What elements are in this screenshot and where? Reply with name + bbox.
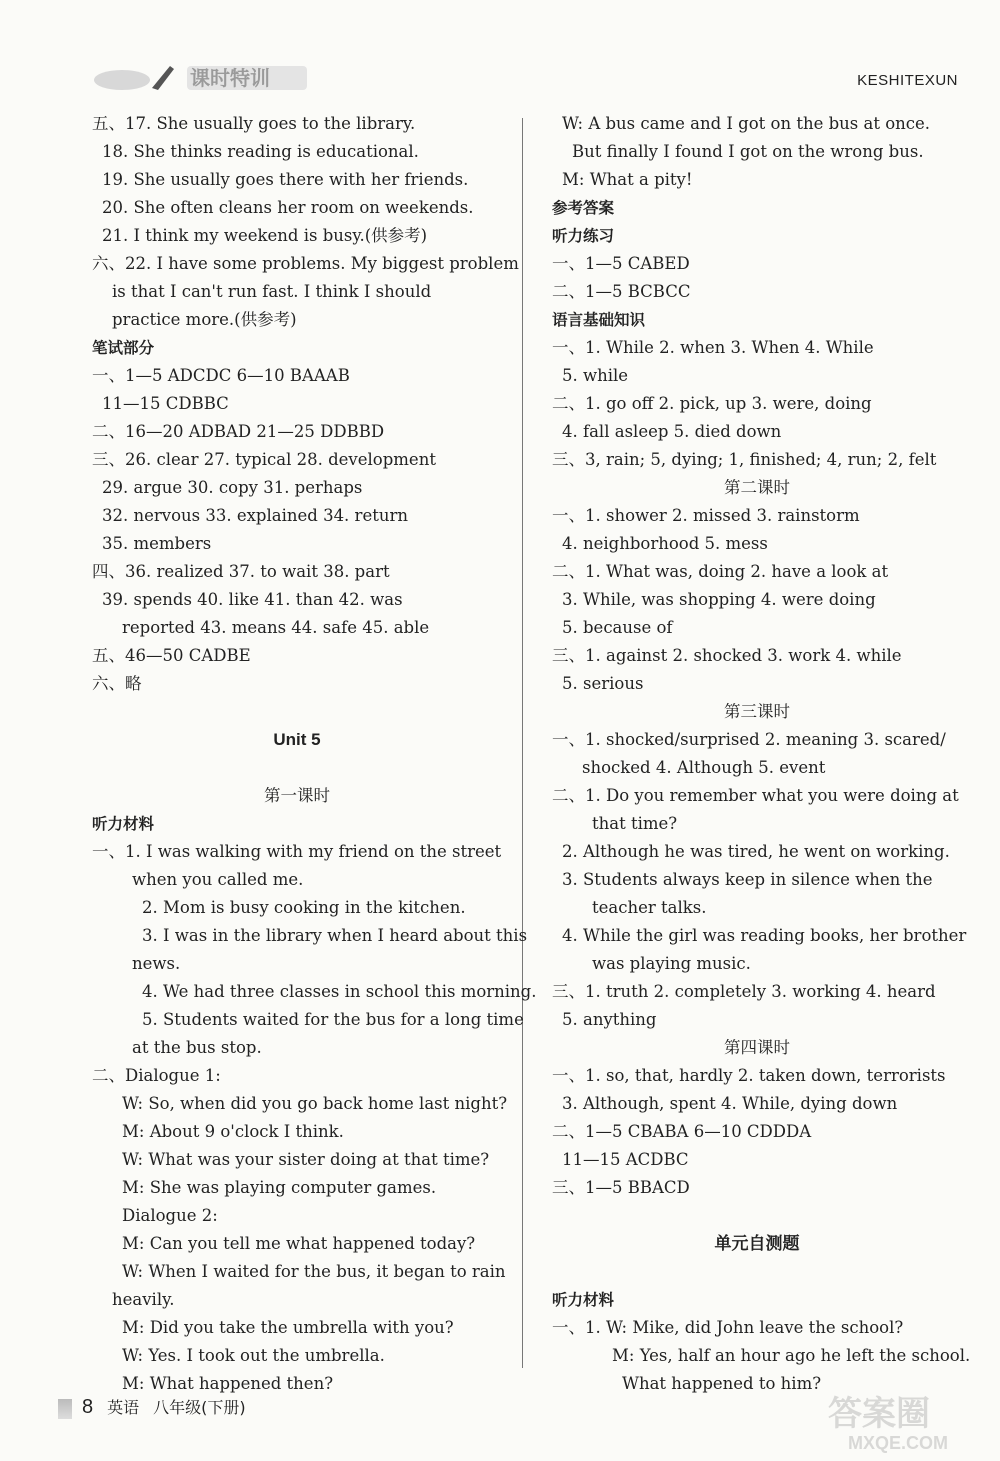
text-line: What happened to him? <box>622 1374 822 1393</box>
column-divider <box>522 118 523 1368</box>
text-line: 一、1. so, that, hardly 2. taken down, terrorists <box>552 1066 946 1085</box>
text-line: 5. while <box>562 366 629 385</box>
svg-text:MXQE.COM: MXQE.COM <box>848 1433 949 1453</box>
text-line: 一、1—5 ADCDC 6—10 BAAAB <box>92 366 350 385</box>
text-line: But finally I found I got on the wrong bus. <box>572 142 924 161</box>
watermark-logo <box>818 1385 978 1455</box>
subheading: 第一课时 <box>264 786 330 805</box>
text-line: 一、1. shocked/surprised 2. meaning 3. scared/ <box>552 730 946 749</box>
text-line: 四、36. realized 37. to wait 38. part <box>92 562 390 581</box>
brand-name: KESHITEXUN <box>857 72 958 89</box>
text-line: news. <box>132 954 181 973</box>
text-line: 二、1. What was, doing 2. have a look at <box>552 562 889 581</box>
text-line: shocked 4. Although 5. event <box>582 758 826 777</box>
text-line: 19. She usually goes there with her friends. <box>102 170 469 189</box>
text-line: 二、1—5 CBABA 6—10 CDDDA <box>552 1122 812 1141</box>
text-line: 二、16—20 ADBAD 21—25 DDBBD <box>92 422 385 441</box>
section-heading: 语言基础知识 <box>552 311 646 329</box>
subheading: Unit 5 <box>273 730 321 749</box>
text-line: 二、Dialogue 1: <box>92 1066 221 1085</box>
text-line: M: About 9 o'clock I think. <box>122 1122 344 1141</box>
text-line: M: Did you take the umbrella with you? <box>122 1318 454 1337</box>
text-line: reported 43. means 44. safe 45. able <box>122 618 430 637</box>
text-line: at the bus stop. <box>132 1038 262 1057</box>
text-line: 3. While, was shopping 4. were doing <box>562 590 876 609</box>
text-line: when you called me. <box>132 870 304 889</box>
text-line: practice more.(供参考) <box>112 310 297 329</box>
text-line: 一、1. While 2. when 3. When 4. While <box>552 338 874 357</box>
text-line: 2. Mom is busy cooking in the kitchen. <box>142 898 466 917</box>
text-line: W: A bus came and I got on the bus at once. <box>562 114 931 133</box>
text-line: 20. She often cleans her room on weekends. <box>102 198 474 217</box>
text-line: 35. members <box>102 534 212 553</box>
publisher-logo <box>92 58 312 94</box>
text-line: that time? <box>592 814 678 833</box>
text-line: M: What happened then? <box>122 1374 334 1393</box>
text-line: M: She was playing computer games. <box>122 1178 437 1197</box>
footer-subject: 英语 <box>107 1398 140 1417</box>
text-line: 11—15 CDBBC <box>102 394 229 413</box>
text-line: 一、1. W: Mike, did John leave the school? <box>552 1318 904 1337</box>
text-line: 4. We had three classes in school this morning. <box>142 982 537 1001</box>
svg-text:答案圈: 答案圈 <box>828 1394 930 1434</box>
text-line: 一、1. I was walking with my friend on the street <box>92 842 502 861</box>
text-line: 三、26. clear 27. typical 28. development <box>92 450 436 469</box>
text-line: 4. fall asleep 5. died down <box>562 422 782 441</box>
text-line: W: So, when did you go back home last night? <box>122 1094 508 1113</box>
text-line: 三、1. against 2. shocked 3. work 4. while <box>552 646 902 665</box>
text-line: 三、3, rain; 5, dying; 1, finished; 4, run; 2, felt <box>552 450 937 469</box>
text-line: W: When I waited for the bus, it began to rain <box>122 1262 506 1281</box>
text-line: M: Can you tell me what happened today? <box>122 1234 476 1253</box>
text-line: 5. serious <box>562 674 644 693</box>
footer-marker <box>58 1399 72 1419</box>
text-line: 4. While the girl was reading books, her brother <box>562 926 967 945</box>
subheading: 单元自测题 <box>714 1234 800 1253</box>
section-heading: 笔试部分 <box>92 339 155 357</box>
subheading: 第四课时 <box>724 1038 790 1057</box>
section-heading: 听力材料 <box>92 815 155 833</box>
text-line: 3. Although, spent 4. While, dying down <box>562 1094 898 1113</box>
text-line: M: Yes, half an hour ago he left the school. <box>612 1346 971 1365</box>
footer-grade: 八年级(下册) <box>153 1398 246 1417</box>
text-line: 3. Students always keep in silence when the <box>562 870 933 889</box>
text-line: 29. argue 30. copy 31. perhaps <box>102 478 363 497</box>
text-line: was playing music. <box>592 954 751 973</box>
text-line: W: Yes. I took out the umbrella. <box>122 1346 385 1365</box>
text-line: 五、17. She usually goes to the library. <box>92 114 416 133</box>
text-line: Dialogue 2: <box>122 1206 218 1225</box>
page-footer <box>58 1395 246 1419</box>
text-line: 39. spends 40. like 41. than 42. was <box>102 590 403 609</box>
svg-text:课时特训: 课时特训 <box>190 66 270 90</box>
text-line: 一、1—5 CABED <box>552 254 690 273</box>
text-line: 六、22. I have some problems. My biggest problem <box>92 254 519 273</box>
text-line: 4. neighborhood 5. mess <box>562 534 768 553</box>
text-line: 六、略 <box>92 674 142 693</box>
text-line: 5. Students waited for the bus for a long time <box>142 1010 524 1029</box>
text-line: W: What was your sister doing at that time? <box>122 1150 490 1169</box>
text-line: 三、1—5 BBACD <box>552 1178 690 1197</box>
text-line: 二、1—5 BCBCC <box>552 282 691 301</box>
section-heading: 听力练习 <box>552 227 615 245</box>
text-line: 二、1. Do you remember what you were doing at <box>552 786 959 805</box>
text-line: 11—15 ACDBC <box>562 1150 689 1169</box>
subheading: 第二课时 <box>724 478 790 497</box>
text-line: 5. anything <box>562 1010 657 1029</box>
text-line: M: What a pity! <box>562 170 693 189</box>
text-line: 三、1. truth 2. completely 3. working 4. heard <box>552 982 936 1001</box>
text-line: 5. because of <box>562 618 673 637</box>
text-line: 3. I was in the library when I heard about this <box>142 926 528 945</box>
text-line: teacher talks. <box>592 898 707 917</box>
text-line: heavily. <box>112 1290 175 1309</box>
text-line: 五、46—50 CADBE <box>92 646 251 665</box>
text-line: 2. Although he was tired, he went on working. <box>562 842 950 861</box>
text-line: is that I can't run fast. I think I should <box>112 282 432 301</box>
section-heading: 听力材料 <box>552 1291 615 1309</box>
text-line: 21. I think my weekend is busy.(供参考) <box>102 226 428 245</box>
page-number: 8 <box>82 1396 94 1418</box>
text-line: 一、1. shower 2. missed 3. rainstorm <box>552 506 860 525</box>
text-line: 32. nervous 33. explained 34. return <box>102 506 408 525</box>
text-line: 18. She thinks reading is educational. <box>102 142 419 161</box>
section-heading: 参考答案 <box>552 199 615 217</box>
subheading: 第三课时 <box>724 702 790 721</box>
text-line: 二、1. go off 2. pick, up 3. were, doing <box>552 394 872 413</box>
